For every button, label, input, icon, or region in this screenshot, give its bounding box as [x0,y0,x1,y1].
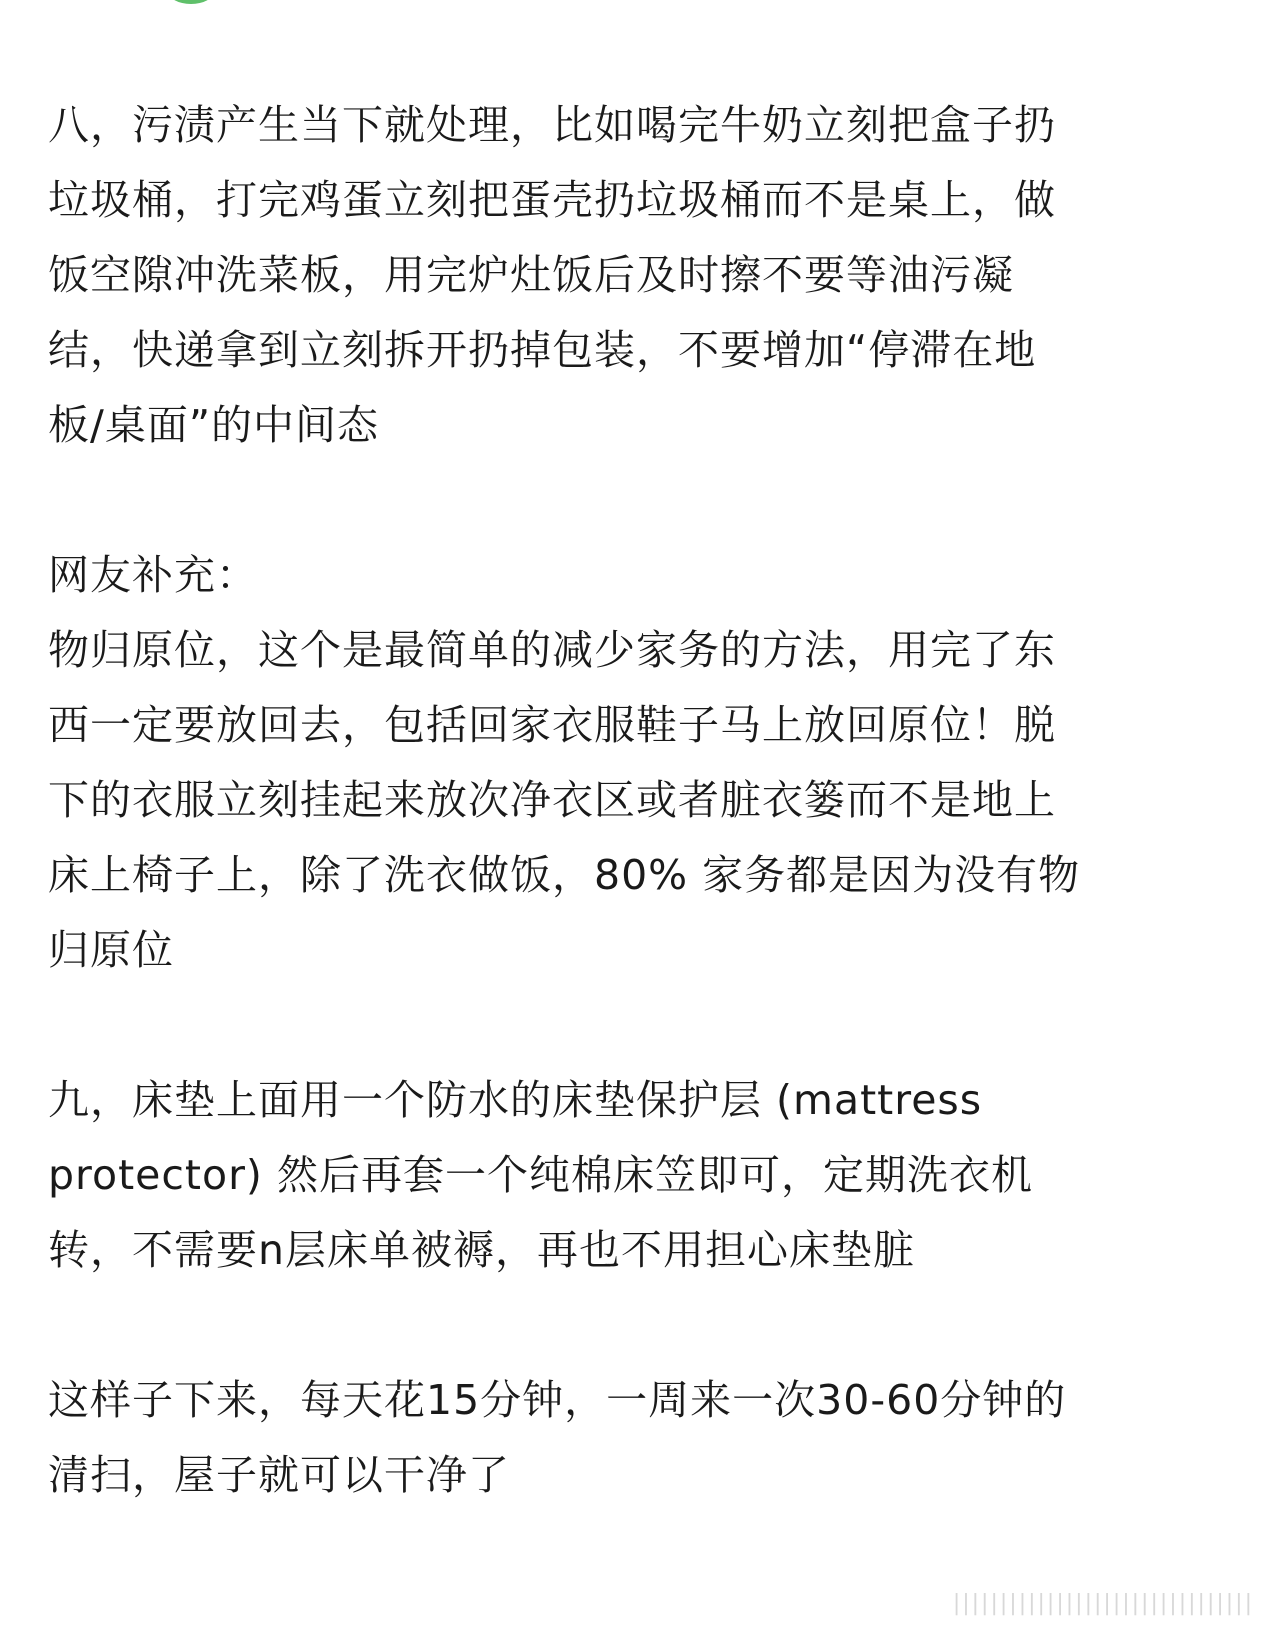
supplement-label: 网友补充： [48,551,258,599]
article-body [48,88,1238,1513]
tip-9-paragraph: 九，床垫上面用一个防水的床垫保护层 (mattress protector) 然后再套一个纯棉床笠即可，定期洗衣机 转，不需要n层床单被褥，再也不用担心床垫脏 [48,1076,1033,1274]
supplement-paragraph: 物归原位，这个是最简单的减少家务的方法，用完了东 西一定要放回去，包括回家衣服鞋子马上放回原位！脱 下的衣服立刻挂起来放次净衣区或者脏衣篓而不是地上 床上椅子上，除了洗衣做饭，80% 家务都是因为没有物 归原位 [48,626,1081,974]
watermark: |||||||||||||||||||||||||||||||| [952,1591,1254,1616]
conclusion-paragraph: 这样子下来，每天花15分钟，一周来一次30-60分钟的 清扫，屋子就可以干净了 [48,1376,1067,1499]
avatar [168,0,214,4]
tip-8-paragraph: 八，污渍产生当下就处理，比如喝完牛奶立刻把盒子扔 垃圾桶，打完鸡蛋立刻把蛋壳扔垃圾桶而不是桌上，做 饭空隙冲洗菜板，用完炉灶饭后及时擦不要等油污凝 结，快递拿到立刻拆开扔掉包装，不要增加“停滞在地 板/桌面”的中间态 [48,101,1056,449]
